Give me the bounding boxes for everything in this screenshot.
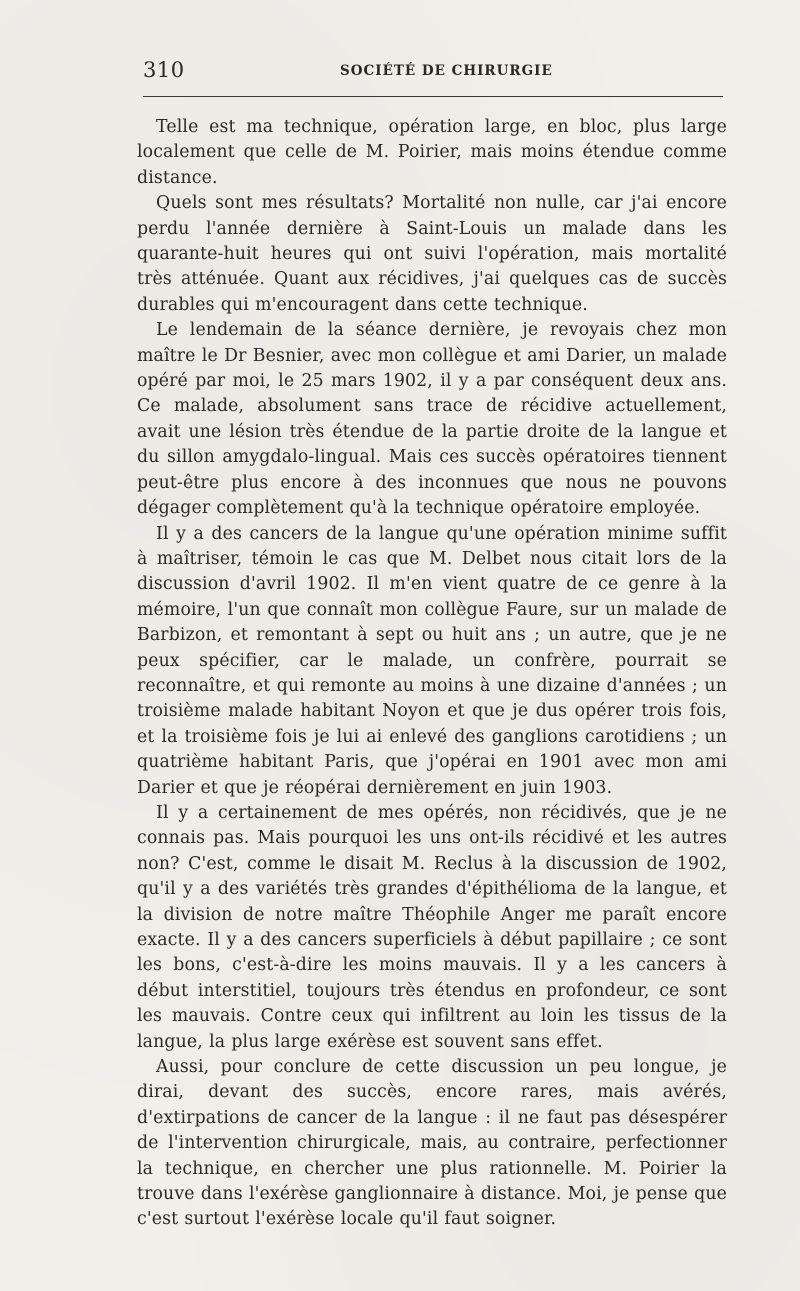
paragraph: Quels sont mes résultats? Mortalité non nulle, car j'ai encore perdu l'année dernière à Saint-Louis un malade dans les quarante-huit heures qui ont suivi l'opération, mais mortalité très atténuée. Quant aux récidives, j'ai quelques cas de succès durables qui m'encouragent dans cette technique. xyxy=(137,193,727,315)
paragraph: Il y a certainement de mes opérés, non récidivés, que je ne connais pas. Mais pourquoi les uns ont-ils récidivé et les autres non? C'est, comme le disait M. Reclus à la discussion de 1902, qu'il y a des variétés très grandes d'épithélioma de la langue, et la division de notre maître Théophile Anger me paraît encore exacte. Il y a des cancers superficiels à début papillaire ; ce sont les bons, c'est-à-dire les moins mauvais. Il y a les cancers à début interstitiel, toujours très étendus en profondeur, ce sont les mauvais. Contre ceux qui infiltrent au loin les tissus de la langue, la plus large exérèse est souvent sans effet. xyxy=(137,802,727,1052)
page-header xyxy=(143,58,726,86)
page-number: 310 xyxy=(143,58,185,82)
paragraph: Aussi, pour conclure de cette discussion un peu longue, je dirai, devant des succès, encore rares, mais avérés, d'extirpations de cancer de la langue : il ne faut pas désespérer de l'intervention chirurgicale, mais, au contraire, perfectionner la technique, en chercher une plus rationnelle. M. Poirier la trouve dans l'exérèse ganglionnaire à distance. Moi, je pense que c'est surtout l'exérèse locale qu'il faut soigner. xyxy=(137,1057,727,1230)
header-rule xyxy=(143,96,723,97)
running-title: SOCIÉTÉ DE CHIRURGIE xyxy=(340,63,553,79)
body-text xyxy=(137,115,727,1233)
paragraph: Il y a des cancers de la langue qu'une opération minime suffit à maîtriser, témoin le cas que M. Delbet nous citait lors de la discussion d'avril 1902. Il m'en vient quatre de ce genre à la mémoire, l'un que connaît mon collègue Faure, sur un malade de Barbizon, et remontant à sept ou huit ans ; un autre, que je ne peux spécifier, car le malade, un confrère, pourrait se reconnaître, et qui remonte au moins à une dizaine d'années ; un troisième malade habitant Noyon et que je dus opérer trois fois, et la troisième fois je lui ai enlevé des ganglions carotidiens ; un quatrième habitant Paris, que j'opérai en 1901 avec mon ami Darier et que je réopérai dernièrement en juin 1903. xyxy=(137,523,727,798)
paragraph: Le lendemain de la séance dernière, je revoyais chez mon maître le Dr Besnier, avec mon collègue et ami Darier, un malade opéré par moi, le 25 mars 1902, il y a par conséquent deux ans. Ce malade, absolument sans trace de récidive actuellement, avait une lésion très étendue de la partie droite de la langue et du sillon amygdalo-lingual. Mais ces succès opératoires tiennent peut-être plus encore à des inconnues que nous ne pouvons dégager complètement qu'à la technique opératoire employée. xyxy=(137,320,727,519)
paragraph: Telle est ma technique, opération large, en bloc, plus large localement que celle de M. Poirier, mais moins étendue comme distance. xyxy=(137,117,727,188)
